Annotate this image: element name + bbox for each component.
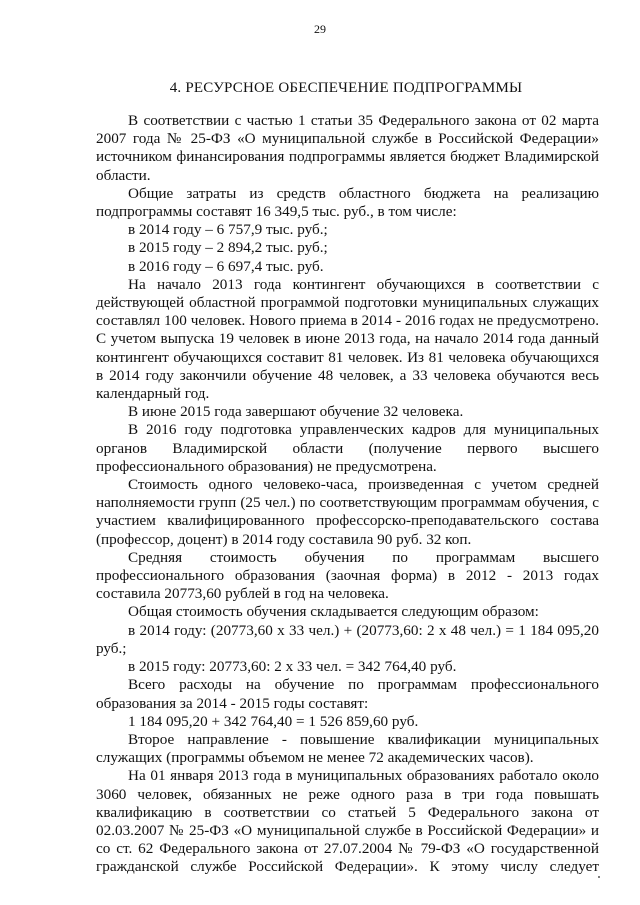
page-number: 29 [314,22,326,36]
text-line: в 2014 году – 6 757,9 тыс. руб.; [128,221,328,239]
text-line: 02.03.2007 № 25-ФЗ «О муниципальной службе в Российской Федерации» и [96,821,599,839]
text-line: руб.; [96,639,127,657]
text-line: профессионального образования (заочная форма) в 2012 - 2013 годах [96,567,599,585]
text-line: 1 184 095,20 + 342 764,40 = 1 526 859,60 руб. [128,712,419,730]
text-line: С учетом выпуска 19 человек в июне 2013 года, на начало 2014 года данный [96,330,599,348]
text-line: В соответствии с частью 1 статьи 35 Федерального закона от 02 марта [128,112,599,129]
text-line: квалификацию в соответствии со статьей 5 Федерального закона от [96,803,599,821]
text-line: источником финансирования подпрограммы является бюджет Владимирской [96,148,599,166]
text-line: Средняя стоимость обучения по программам высшего [128,548,599,566]
text-line: гражданской службе Российской Федерации». К этому числу следует [96,858,599,876]
text-line: в 2015 году: 20773,60: 2 х 33 чел. = 342 764,40 руб. [128,658,457,676]
text-line: В 2016 году подготовка управленческих кадров для муниципальных [128,421,599,439]
text-line: На начало 2013 года контингент обучающихся в соответствии с [128,275,599,293]
text-line: профессионального образования) не предусмотрена. [96,457,437,475]
text-line: в 2014 году закончили обучение 48 человек, а 33 человека обучаются весь [96,366,599,384]
stray-dot [598,876,600,878]
text-line: На 01 января 2013 года в муниципальных образованиях работало около [128,767,599,785]
text-line: образования за 2014 - 2015 годы составят: [96,694,369,712]
body-text [96,112,599,877]
text-line: Стоимость одного человеко-часа, произведенная с учетом средней [128,476,599,494]
text-line: наполняемости групп (25 чел.) по соответствующим программам обучения, с [96,494,599,512]
text-line: участием квалифицированного профессорско-преподавательского состава [96,512,599,530]
text-line: области. [96,166,151,184]
text-line: в 2015 году – 2 894,2 тыс. руб.; [128,239,328,257]
text-line: (профессор, доцент) в 2014 году составила 90 руб. 32 коп. [96,530,472,548]
text-line: Общая стоимость обучения складывается следующим образом: [128,603,539,621]
text-line: составлял 100 человек. Нового приема в 2014 - 2016 годах не предусмотрено. [96,312,599,330]
text-line: составила 20773,60 рублей в год на человека. [96,585,389,603]
text-line: Всего расходы на обучение по программам профессионального [128,676,599,694]
text-line: со ст. 62 Федерального закона от 27.07.2004 № 79-ФЗ «О государственной [96,840,599,858]
text-line: подпрограммы составят 16 349,5 тыс. руб., в том числе: [96,203,457,221]
text-line: Второе направление - повышение квалификации муниципальных [128,730,599,748]
text-line: 3060 человек, обязанных не реже одного раза в три года повышать [96,785,599,803]
section-heading: 4. РЕСУРСНОЕ ОБЕСПЕЧЕНИЕ ПОДПРОГРАММЫ [169,80,523,96]
text-line: действующей областной программой подготовки муниципальных служащих [96,294,599,312]
text-line: в 2016 году – 6 697,4 тыс. руб. [128,257,324,275]
text-line: в 2014 году: (20773,60 х 33 чел.) + (20773,60: 2 х 48 чел.) = 1 184 095,20 [128,621,599,639]
text-line: В июне 2015 года завершают обучение 32 человека. [128,403,464,421]
text-line: календарный год. [96,385,210,403]
text-line: контингент обучающихся составит 81 человек. Из 81 человека обучающихся [96,348,599,366]
text-line: 2007 года № 25-ФЗ «О муниципальной службе в Российской Федерации» [96,130,599,148]
text-line: органов Владимирской области (получение первого высшего [96,439,599,457]
text-line: служащих (программы объемом не менее 72 академических часов). [96,749,534,767]
text-line: Общие затраты из средств областного бюджета на реализацию [128,184,599,202]
